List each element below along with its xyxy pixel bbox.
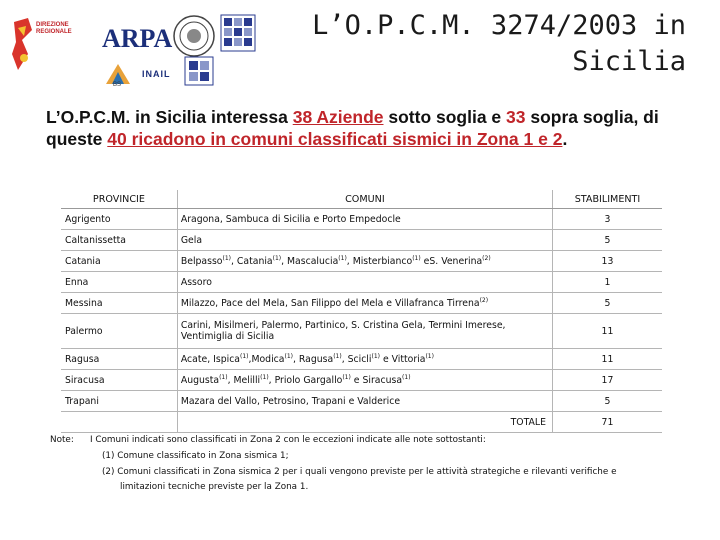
cell-stabilimenti: 11 bbox=[552, 349, 662, 370]
notes-label: Note: bbox=[50, 435, 74, 445]
cell-comuni: Augusta$^{(1)}$, Melilli$^{(1)}$, Priolo Gargallo$^{(1)}$ e Siracusa$^{(1)}$ bbox=[177, 370, 552, 391]
cell-provincia: Enna bbox=[61, 272, 177, 293]
notes-line-4: limitazioni tecniche previste per la Zona 1. bbox=[120, 482, 309, 492]
cell-comuni: Carini, Misilmeri, Palermo, Partinico, S. Cristina Gela, Termini Imerese, Ventimiglia di Sicilia bbox=[177, 314, 552, 349]
intro-text-4: . bbox=[562, 129, 568, 149]
province-table bbox=[61, 190, 662, 433]
header-comuni: COMUNI bbox=[177, 190, 552, 209]
intro-text-3: sopra soglia, di queste bbox=[46, 107, 659, 149]
cell-stabilimenti: 5 bbox=[552, 230, 662, 251]
header-province: PROVINCIE bbox=[61, 190, 177, 209]
table-header-row bbox=[61, 190, 662, 209]
page-title: L’O.P.C.M. 3274/2003 in Sicilia bbox=[312, 10, 686, 77]
notes-line-2: (1) Comune classificato in Zona sismica 1; bbox=[102, 451, 289, 461]
cell-stabilimenti: 13 bbox=[552, 251, 662, 272]
intro-text-2: sotto soglia e bbox=[383, 107, 507, 127]
cell-provincia: Caltanissetta bbox=[61, 230, 177, 251]
cell-stabilimenti: 5 bbox=[552, 391, 662, 412]
cell-provincia: Ragusa bbox=[61, 349, 177, 370]
cell-provincia: Agrigento bbox=[61, 209, 177, 230]
intro-text-1: L’O.P.C.M. in Sicilia interessa bbox=[46, 107, 293, 127]
table-row bbox=[61, 293, 662, 314]
inail-logo bbox=[140, 64, 184, 86]
cell-empty bbox=[61, 412, 177, 433]
cell-stabilimenti: 11 bbox=[552, 314, 662, 349]
institute-small-logo bbox=[184, 56, 214, 86]
inail-logo-text: INAIL bbox=[142, 69, 171, 79]
intro-sopra-count: 33 bbox=[506, 107, 526, 127]
cell-stabilimenti: 3 bbox=[552, 209, 662, 230]
cell-provincia: Catania bbox=[61, 251, 177, 272]
direzione-regionale-logo bbox=[8, 14, 94, 82]
cell-comuni: Milazzo, Pace del Mela, San Filippo del Mela e Villafranca Tirrena$^{(2)}$ bbox=[177, 293, 552, 314]
university-seal-logo bbox=[172, 14, 216, 58]
institute-grid-logo bbox=[220, 14, 256, 52]
cell-provincia: Siracusa bbox=[61, 370, 177, 391]
cell-provincia: Messina bbox=[61, 293, 177, 314]
cell-comuni: Gela bbox=[177, 230, 552, 251]
table-row bbox=[61, 209, 662, 230]
table-row bbox=[61, 272, 662, 293]
arpa-logo bbox=[98, 18, 173, 60]
cell-comuni: Assoro bbox=[177, 272, 552, 293]
intro-highlight: 40 ricadono in comuni classificati sismici in Zona 1 e 2 bbox=[107, 129, 563, 149]
cell-comuni: Acate, Ispica$^{(1)}$,Modica$^{(1)}$, Ragusa$^{(1)}$, Scicli$^{(1)}$ e Vittoria$^{(1)}$ bbox=[177, 349, 552, 370]
direzione-regionale-text: DIREZIONE REGIONALE bbox=[36, 22, 72, 35]
ispesl-logo-text: BS bbox=[113, 82, 122, 88]
total-label: TOTALE bbox=[177, 412, 552, 433]
table-row bbox=[61, 370, 662, 391]
arpa-logo-text: ARPA bbox=[102, 24, 173, 53]
notes-line-3: (2) Comuni classificati in Zona sismica 2 per i quali vengono previste per le attività strategiche e rilevanti verifiche e bbox=[102, 467, 617, 477]
cell-comuni: Mazara del Vallo, Petrosino, Trapani e Valderice bbox=[177, 391, 552, 412]
intro-aziende-count: 38 Aziende bbox=[292, 107, 384, 127]
cell-comuni: Aragona, Sambuca di Sicilia e Porto Empedocle bbox=[177, 209, 552, 230]
cell-comuni: Belpasso$^{(1)}$, Catania$^{(1)}$, Mascalucia$^{(1)}$, Misterbianco$^{(1)}$ eS. Venerina$^{(2)}$ bbox=[177, 251, 552, 272]
cell-stabilimenti: 17 bbox=[552, 370, 662, 391]
table-row bbox=[61, 251, 662, 272]
cell-provincia: Trapani bbox=[61, 391, 177, 412]
header-stabilimenti: STABILIMENTI bbox=[552, 190, 662, 209]
table-total-row bbox=[61, 412, 662, 433]
cell-stabilimenti: 5 bbox=[552, 293, 662, 314]
cell-provincia: Palermo bbox=[61, 314, 177, 349]
cell-stabilimenti: 1 bbox=[552, 272, 662, 293]
total-value: 71 bbox=[552, 412, 662, 433]
ispesl-logo bbox=[98, 62, 138, 90]
logo-strip bbox=[6, 10, 254, 86]
table-row bbox=[61, 230, 662, 251]
intro-paragraph bbox=[46, 106, 686, 150]
table-row bbox=[61, 349, 662, 370]
table-row bbox=[61, 314, 662, 349]
table-row bbox=[61, 391, 662, 412]
notes-line-1: I Comuni indicati sono classificati in Zona 2 con le eccezioni indicate alle note sottostanti: bbox=[90, 435, 486, 445]
